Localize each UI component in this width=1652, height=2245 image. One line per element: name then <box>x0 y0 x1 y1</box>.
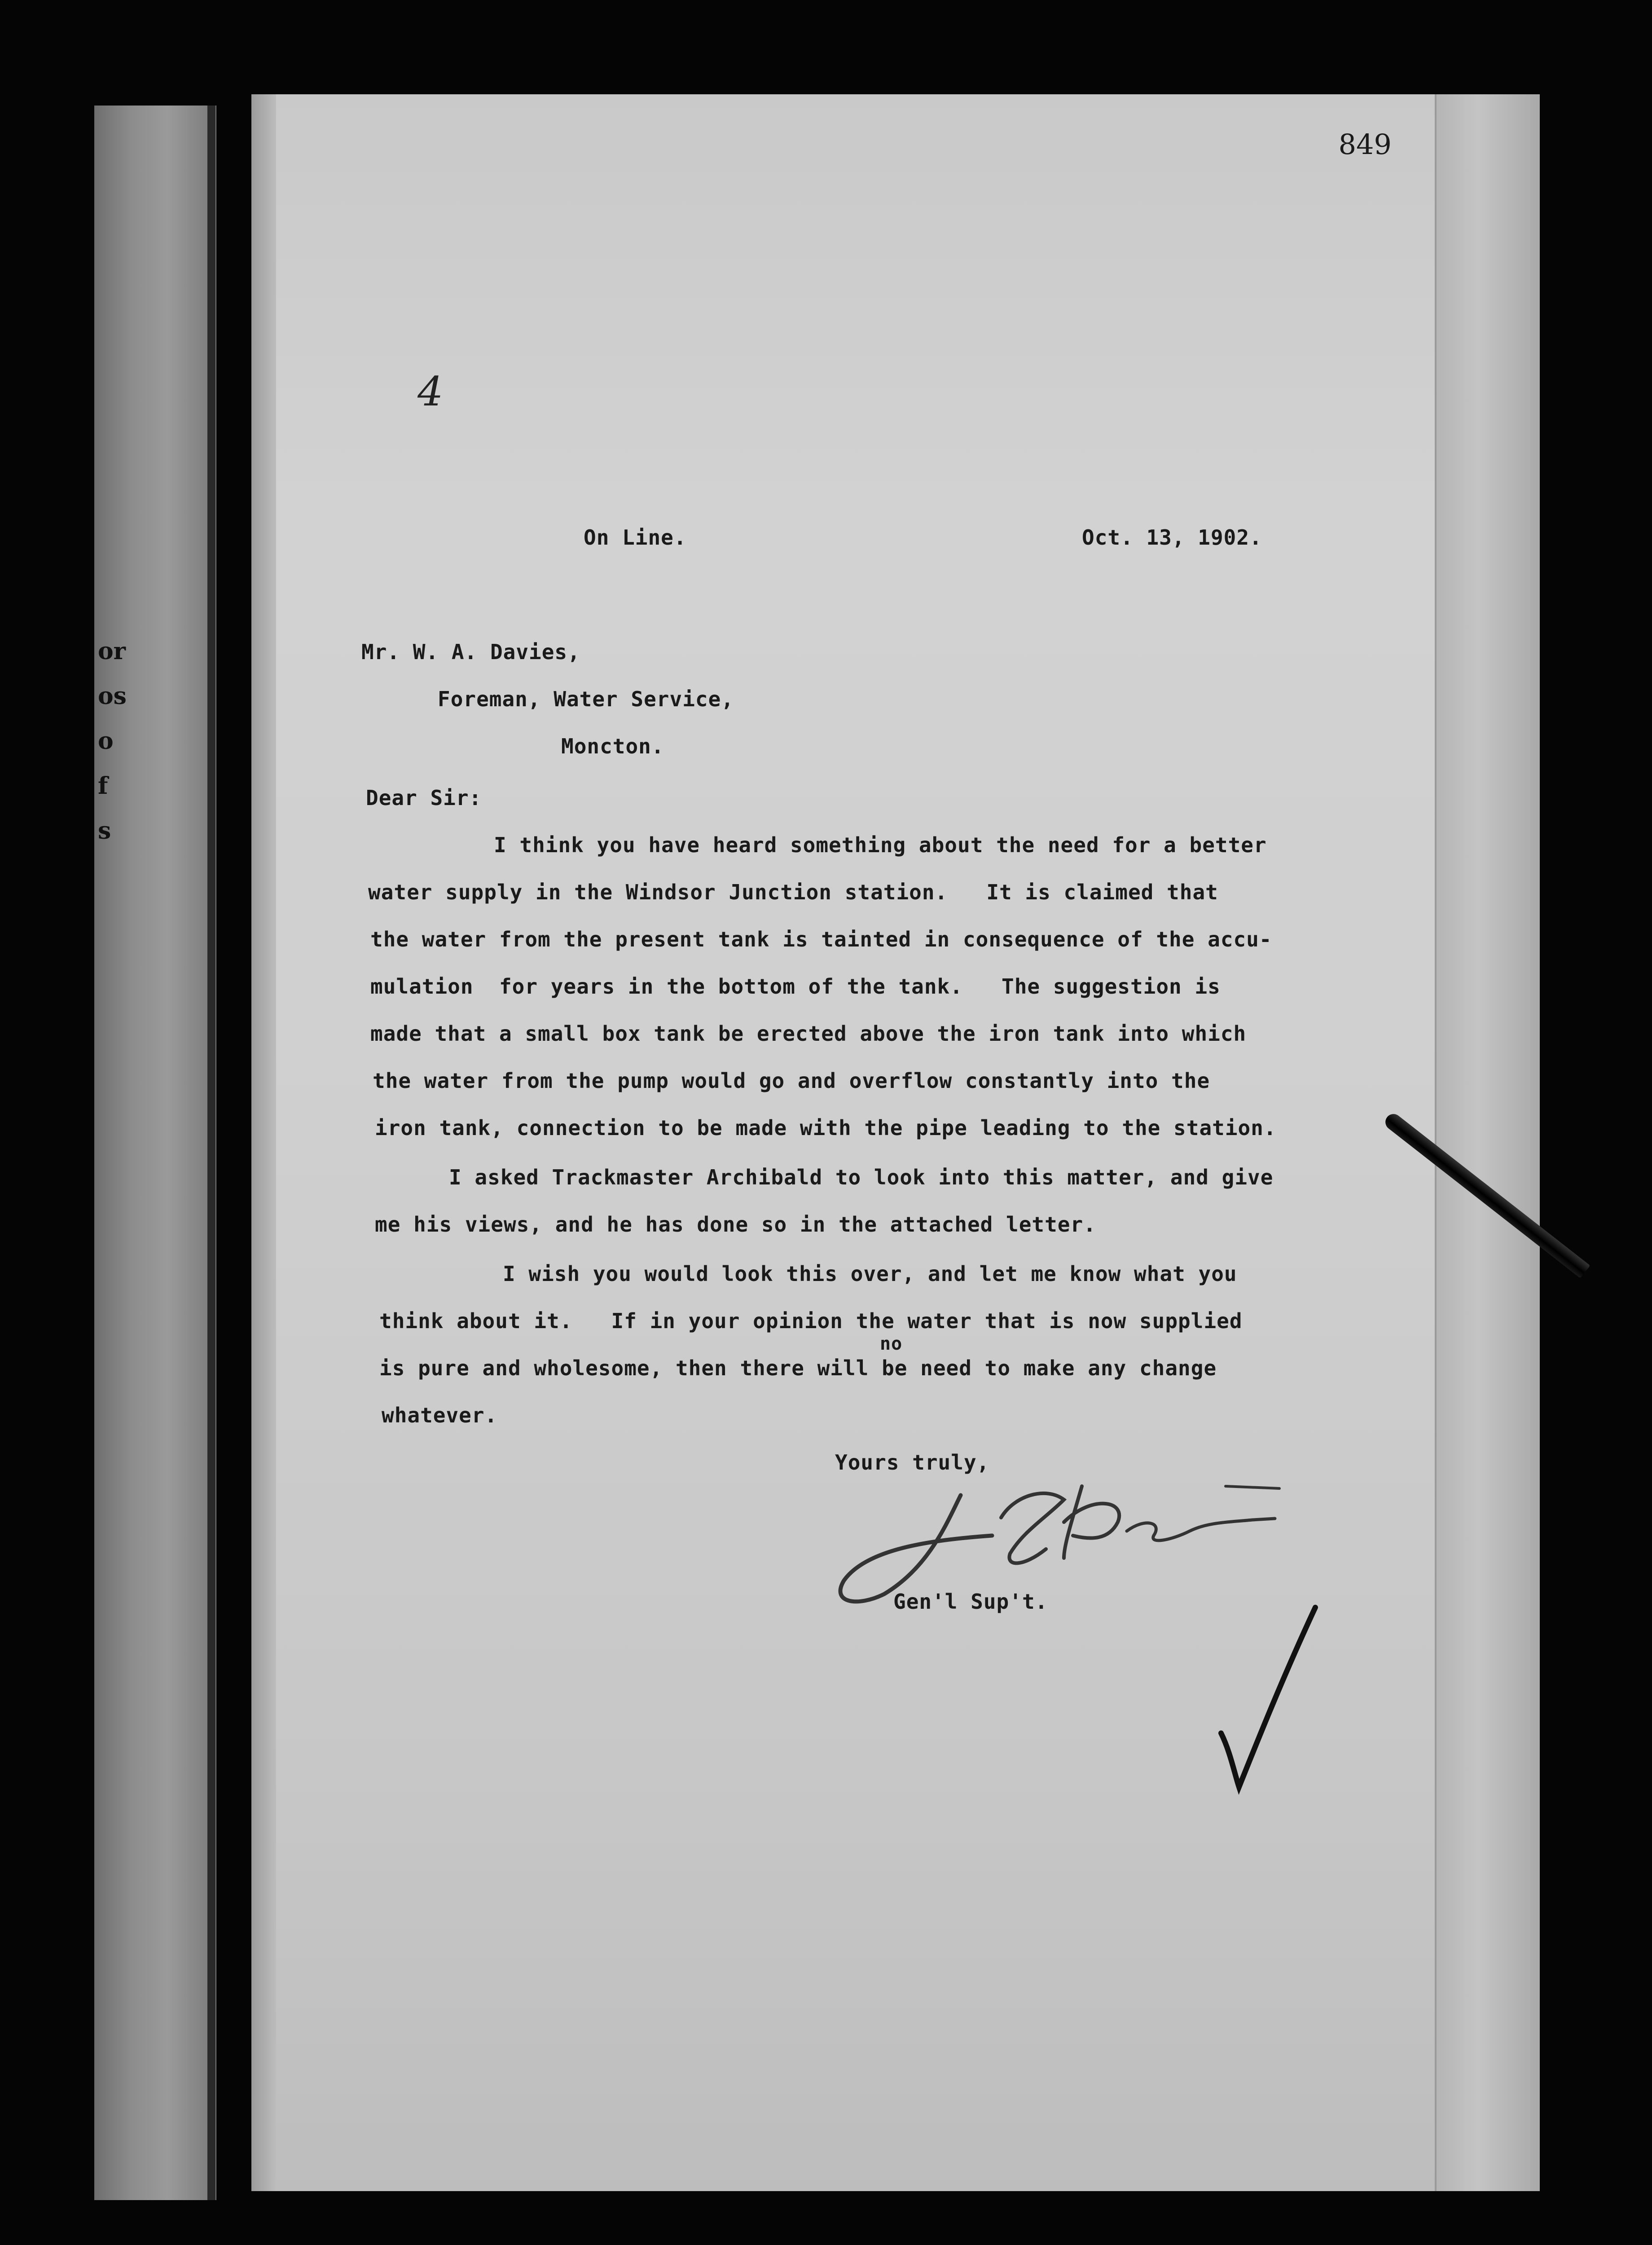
letter-page <box>251 94 1540 2191</box>
recipient-title: Foreman, Water Service, <box>438 687 734 711</box>
body-line: think about it. If in your opinion the water that is now supplied <box>379 1309 1243 1333</box>
margin-fragment: f <box>98 772 108 800</box>
body-line: the water from the pump would go and overflow constantly into the <box>373 1069 1210 1093</box>
on-line-heading: On Line. <box>584 525 687 550</box>
salutation: Dear Sir: <box>366 786 482 810</box>
margin-fragment: o <box>98 727 114 755</box>
body-line: made that a small box tank be erected above the iron tank into which <box>370 1021 1247 1046</box>
body-line: water supply in the Windsor Junction station. It is claimed that <box>368 880 1218 904</box>
body-line: is pure and wholesome, then there will be need to make any change <box>379 1356 1217 1380</box>
page-left-edge <box>251 94 276 2191</box>
body-line: iron tank, connection to be made with the pipe leading to the station. <box>375 1116 1277 1140</box>
body-line: I asked Trackmaster Archibald to look into this matter, and give <box>449 1165 1274 1189</box>
body-line: I wish you would look this over, and let me know what you <box>503 1262 1237 1286</box>
signature-scrawl <box>813 1468 1284 1616</box>
recipient-name: Mr. W. A. Davies, <box>361 640 580 664</box>
previous-page-strip <box>94 106 216 2200</box>
body-line: me his views, and he has done so in the attached letter. <box>375 1212 1096 1237</box>
interlinear-insert: no <box>880 1334 903 1354</box>
body-line: I think you have heard something about the need for a better <box>494 833 1267 857</box>
margin-fragment: or <box>98 638 126 665</box>
signer-title: Gen'l Sup't. <box>893 1589 1048 1614</box>
margin-fragment: os <box>98 682 127 710</box>
check-mark-icon <box>1212 1598 1329 1800</box>
body-line: whatever. <box>382 1403 498 1427</box>
margin-mark: 4 <box>417 368 444 415</box>
margin-fragment: s <box>98 817 111 845</box>
closing: Yours truly, <box>835 1450 990 1475</box>
body-line: the water from the present tank is tainted in consequence of the accu- <box>370 927 1272 951</box>
previous-page-edge <box>207 106 215 2200</box>
letter-date: Oct. 13, 1902. <box>1082 525 1262 550</box>
body-line: mulation for years in the bottom of the tank. The suggestion is <box>370 974 1221 999</box>
recipient-place: Moncton. <box>561 734 664 758</box>
page-fold <box>1435 94 1540 2191</box>
page-number: 849 <box>1338 128 1392 161</box>
